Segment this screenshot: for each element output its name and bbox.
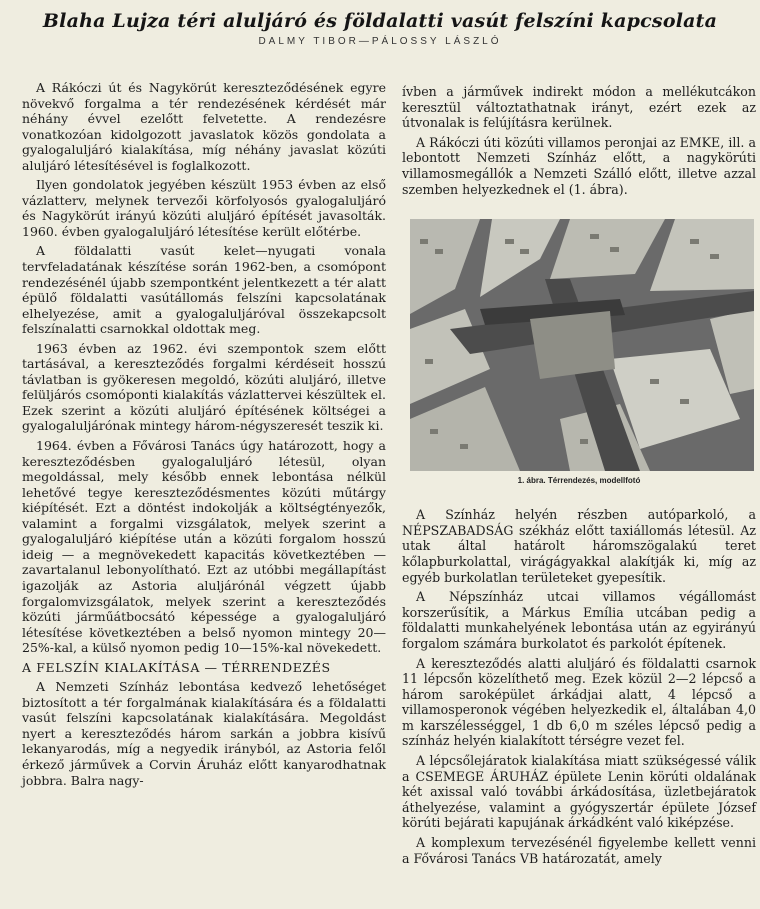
paragraph: 1963 évben az 1962. évi szempontok szem előtt tartásával, a kereszteződés forgalmi kérdéseit hosszú távlatban is gyökeresen megoldó, közúti aluljáró, illetve felüljárós csomóponti kialakítás vázlattervei készültek el. Ezek szerint a közúti aluljáró építésének költségei a gyalogaluljárónak mintegy három-négyszeresét teszik ki. xyxy=(22,340,386,434)
article-authors: DALMY TIBOR—PÁLOSSY LÁSZLÓ xyxy=(258,36,502,47)
paragraph: A kereszteződés alatti aluljáró és földalatti csarnok 11 lépcsőn közelíthető meg. Ezek közül 2—2 lépcső a három saroképület árkádjai alatt, 4 lépcső a villamosperonok végében helyezkedik el, általában 4,0 m karszélességgel, 1 db 6,0 m széles lépcső pedig a színház helyén kialakított térségre vezet fel. xyxy=(402,655,756,749)
paragraph: 1964. évben a Fővárosi Tanács úgy határozott, hogy a kereszteződésben gyalogaluljáró létesül, olyan megoldással, mely később ennek lebontása nélkül lehetővé tegye kereszteződésmentes közúti műtárgy kiépítését. Ezt a döntést indokolják a költségtényezők, valamint a forgalmi vizsgálatok, melyek szerint a gyalogaluljáró kiépítése után a közúti forgalom hosszú ideig — a megnövekedett kapacitás következtében — zavartalanul lebonyolítható. Ezt az utóbbi megállapítást igazolják az Astoria aluljárónál végzett újabb forgalomvizsgálatok, melyek szerint a kereszteződés közúti járműátbocsátó képessége a gyalogaluljáró létesítése következtében a belső nyomon mintegy 20—25%-kal, a külső nyomon pedig 10—15%-kal növekedett. xyxy=(22,438,386,656)
model-photo-figure xyxy=(410,219,754,471)
model-photo-image xyxy=(410,219,754,471)
paragraph: A földalatti vasút kelet—nyugati vonala tervfeladatának készítése során 1962-ben, a csomópont rendezésénél újabb szempontként jelentkezett a tér alatt épülő földalatti vasútállomás felszíni kapcsolatának elhelyezése, amit a gyalogaluljáróval összekapcsolt felszínalatti csarnokkal oldottak meg. xyxy=(22,243,386,337)
paragraph: A Színház helyén részben autóparkoló, a NÉPSZABADSÁG székház előtt taxiállomás létesül. Az utak által határolt háromszögalakú teret kőlapburkolattal, virágágyakkal alakítják ki, míg az egyéb burkolatlan területeket gyepesítik. xyxy=(402,507,756,585)
paragraph: A Népszínház utcai villamos végállomást korszerűsítik, a Márkus Emília utcában pedig a földalatti munkahelyének lebontása után az egyirányú forgalom számára burkolatot és parkolót építenek. xyxy=(402,589,756,651)
figure-caption: 1. ábra. Térrendezés, modellfotó xyxy=(517,476,641,486)
paragraph: ívben a járművek indirekt módon a mellékutcákon keresztül változtathatnak irányt, ezért ezek az útvonalak is felújításra kerülnek. xyxy=(402,84,756,131)
article-title: Blaha Lujza téri aluljáró és földalatti vasút felszíni kapcsolata xyxy=(42,10,718,32)
paragraph: A lépcsőlejáratok kialakítása miatt szükségessé válik a CSEMEGE ÁRUHÁZ épülete Lenin körúti oldalának két axissal való további árkádosítása, üzletbejáratok áthelyezése, valamint a gyógyszertár épülete József körúti bejárati kapujának árkádként való kiképzése. xyxy=(402,753,756,831)
right-column xyxy=(402,84,756,870)
paragraph: Ilyen gondolatok jegyében készült 1953 évben az első vázlatterv, melynek tervezői körfolyosós gyalogaluljáró és Nagykörút irányú közúti aluljáró építését javasolták. 1960. évben gyalogaluljáró létesítése került előtérbe. xyxy=(22,177,386,239)
left-column xyxy=(22,80,386,792)
paragraph: A Rákóczi út és Nagykörút kereszteződésének egyre növekvő forgalma a tér rendezésének kérdését már néhány évvel ezelőtt felvetette. A rendezésre vonatkozóan kidolgozott javaslatok közös gondolata a gyalogaluljáró kialakítása, míg néhány javaslat közúti aluljáró létesítésével is foglalkozott. xyxy=(22,80,386,173)
paragraph: A Rákóczi úti közúti villamos peronjai az EMKE, ill. a lebontott Nemzeti Színház előtt, a nagykörúti villamosmegállók a Nemzeti Szálló előtt, illetve azzal szemben helyezkednek el (1. ábra). xyxy=(402,134,756,197)
paragraph: A komplexum tervezésénél figyelembe kellett venni a Fővárosi Tanács VB határozatát, amely xyxy=(402,835,756,866)
paragraph: A Nemzeti Színház lebontása kedvező lehetőséget biztosított a tér forgalmának kialakítására és a földalatti vasút felszíni kapcsolatának kialakítására. Megoldást nyert a kereszteződés három sarkán a jobbra kisívű lekanyarodás, míg a negyedik irányból, az Astoria felől érkező járművek a Corvin Áruház előtt kanyarodhatnak jobbra. Balra nagy- xyxy=(22,679,386,788)
section-heading: A FELSZÍN KIALAKÍTÁSA — TÉRRENDEZÉS xyxy=(22,659,331,675)
